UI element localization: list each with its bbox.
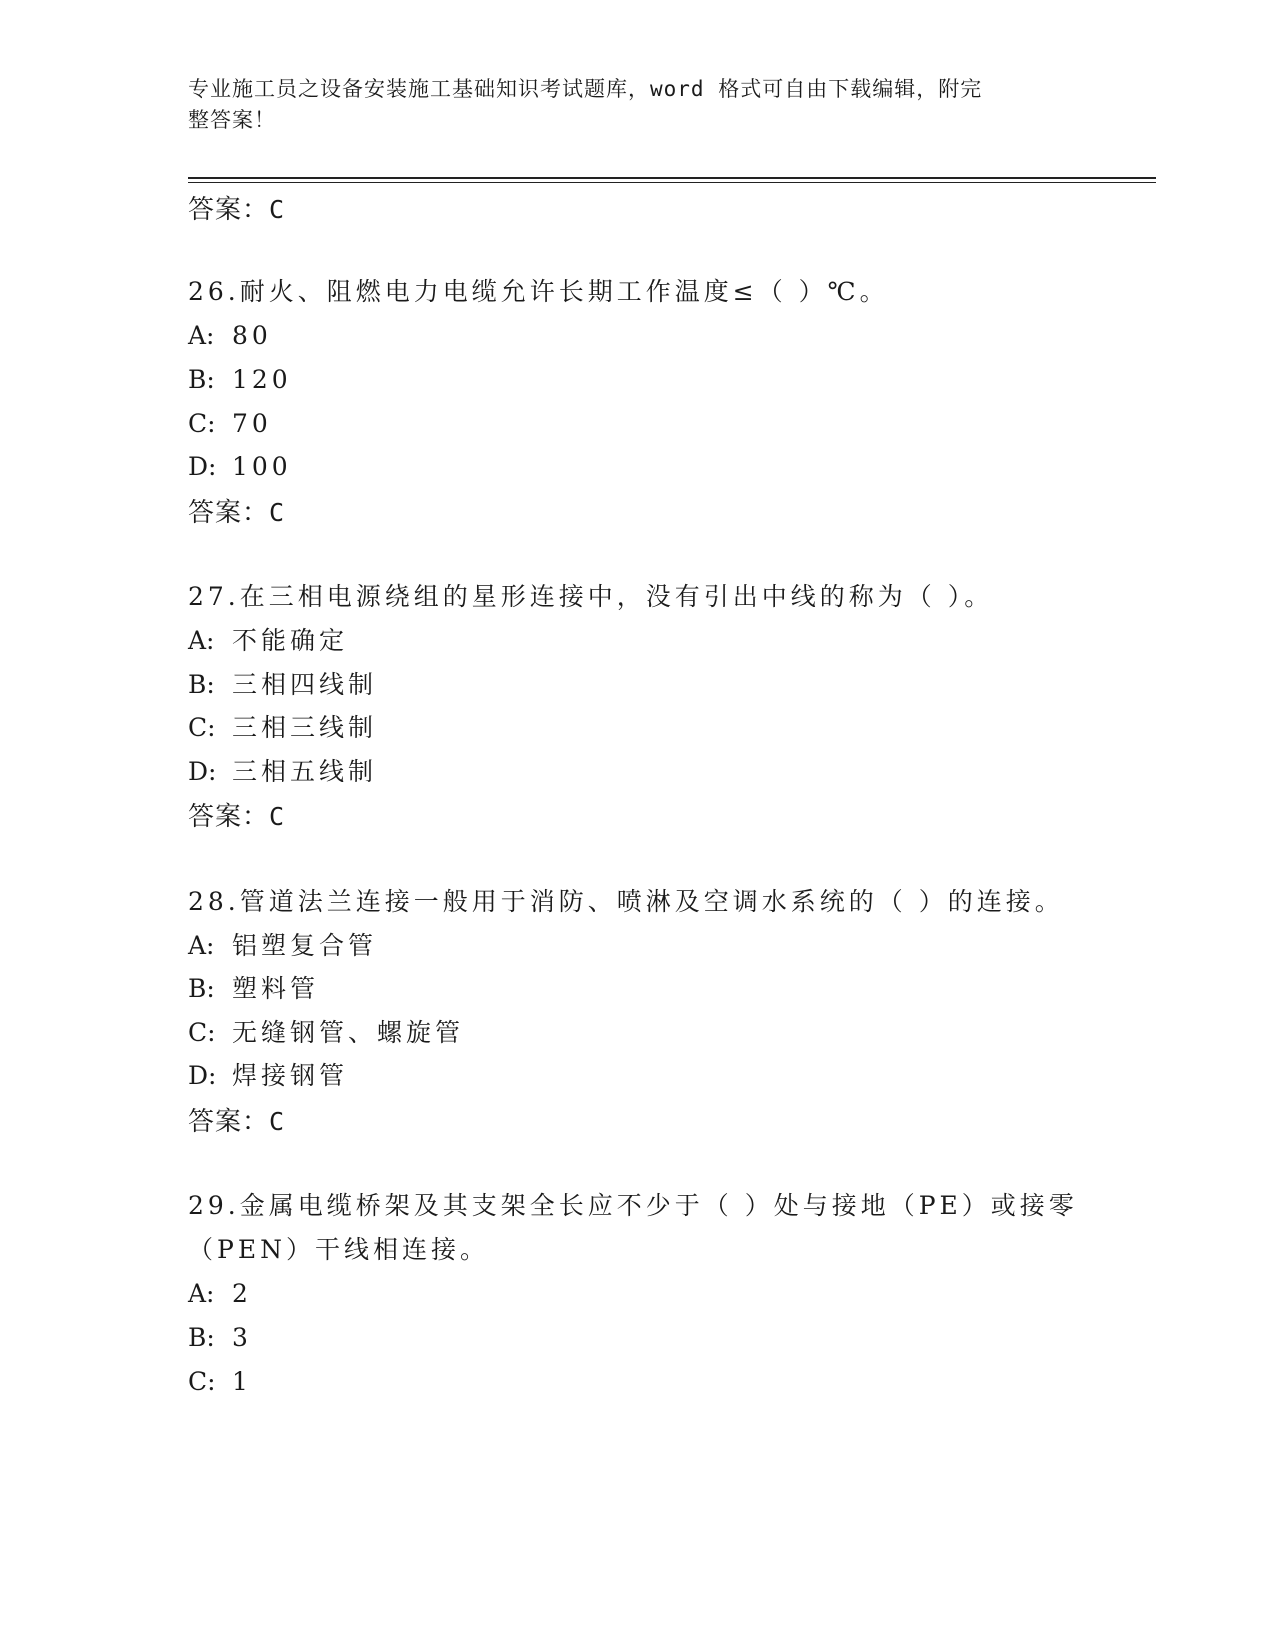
- option-c: [188, 712, 377, 744]
- question-stem: 29.金属电缆桥架及其支架全长应不少于（ ）处与接地（PE）或接零: [188, 1191, 1078, 1220]
- option-text: 80: [232, 321, 272, 350]
- question-stem: 27.在三相电源绕组的星形连接中，没有引出中线的称为（ ）。: [188, 582, 994, 611]
- option-text: 焊接钢管: [232, 1061, 349, 1090]
- option-b: [188, 1322, 252, 1354]
- answer-label: 答案：: [188, 195, 270, 225]
- option-d: [188, 1060, 348, 1092]
- option-a: [188, 930, 377, 962]
- option-text: 70: [232, 409, 272, 438]
- option-b: [188, 973, 319, 1005]
- option-text: 三相四线制: [232, 670, 378, 699]
- option-d: [188, 451, 292, 483]
- answer-value: C: [269, 802, 286, 831]
- option-label: D:: [188, 452, 217, 481]
- option-d: [188, 756, 377, 788]
- question-stem: 26.耐火、阻燃电力电缆允许长期工作温度≤（ ）℃。: [188, 277, 889, 306]
- answer-line: [188, 1106, 285, 1138]
- option-b: [188, 364, 292, 396]
- header-line-1: 专业施工员之设备安装施工基础知识考试题库，word 格式可自由下载编辑，附完: [188, 77, 983, 101]
- document-header: [188, 74, 1068, 136]
- header-divider: [188, 177, 1156, 179]
- option-text: 2: [232, 1279, 252, 1308]
- question-stem: 28.管道法兰连接一般用于消防、喷淋及空调水系统的（ ）的连接。: [188, 887, 1064, 916]
- answer-label: 答案：: [188, 1107, 270, 1137]
- option-c: [188, 1017, 464, 1049]
- answer-label: 答案：: [188, 498, 270, 528]
- option-text: 三相五线制: [232, 757, 378, 786]
- option-label: B:: [188, 365, 215, 394]
- option-label: A:: [188, 321, 215, 350]
- option-text: 1: [232, 1367, 252, 1396]
- option-label: C:: [188, 409, 216, 438]
- option-a: [188, 625, 348, 657]
- option-label: C:: [188, 1367, 216, 1396]
- option-text: 120: [232, 365, 292, 394]
- option-label: D:: [188, 1061, 217, 1090]
- option-text: 铝塑复合管: [232, 931, 378, 960]
- question-stem-continued: （PEN）干线相连接。: [188, 1235, 489, 1264]
- option-a: [188, 320, 272, 352]
- answer-line: [188, 194, 285, 226]
- option-label: D:: [188, 757, 217, 786]
- option-label: A:: [188, 931, 215, 960]
- option-a: [188, 1278, 252, 1310]
- option-text: 三相三线制: [232, 713, 378, 742]
- option-label: B:: [188, 974, 215, 1003]
- option-label: C:: [188, 1018, 216, 1047]
- option-text: 100: [232, 452, 292, 481]
- option-text: 3: [232, 1323, 252, 1352]
- answer-value: C: [269, 1107, 286, 1136]
- option-b: [188, 669, 377, 701]
- answer-label: 答案：: [188, 802, 270, 832]
- option-label: B:: [188, 670, 215, 699]
- answer-value: C: [269, 195, 286, 224]
- option-label: A:: [188, 626, 215, 655]
- answer-line: [188, 497, 285, 529]
- option-label: A:: [188, 1279, 215, 1308]
- header-line-2: 整答案！: [188, 108, 276, 132]
- option-label: C:: [188, 713, 216, 742]
- option-text: 塑料管: [232, 974, 320, 1003]
- answer-value: C: [269, 498, 286, 527]
- option-c: [188, 408, 272, 440]
- answer-line: [188, 801, 285, 833]
- option-text: 无缝钢管、螺旋管: [232, 1018, 465, 1047]
- option-c: [188, 1366, 252, 1398]
- option-label: B:: [188, 1323, 215, 1352]
- option-text: 不能确定: [232, 626, 349, 655]
- header-divider-thin: [188, 182, 1156, 183]
